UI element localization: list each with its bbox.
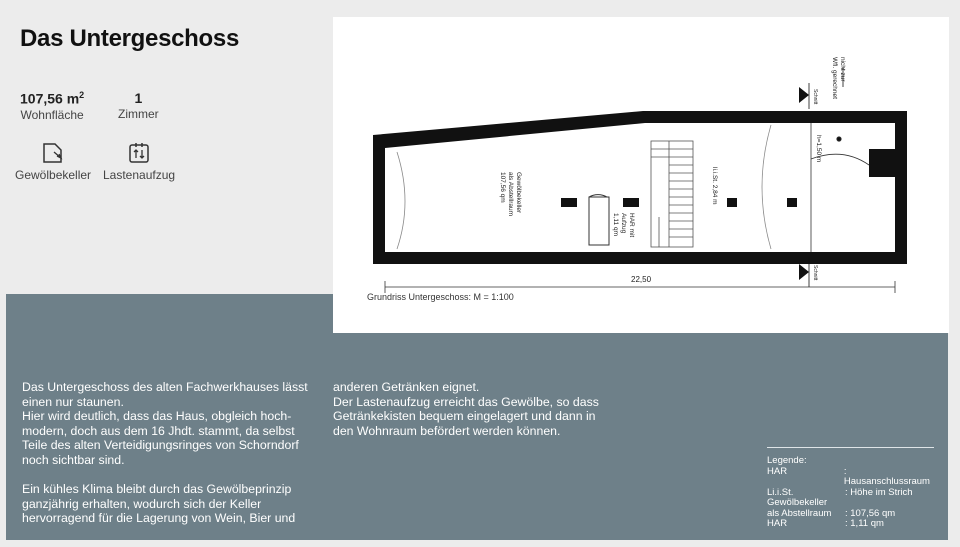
legend-title: Legende: [767,455,807,466]
legend-row: Gewölbekeller [767,497,828,508]
freight-elevator-icon [128,142,150,164]
svg-text:Wfl. gerechnet [831,57,838,99]
description-column-2 [333,380,609,453]
svg-text:nicht zur [839,57,846,82]
description-paragraph-3: anderen Getränken eignet. Der Lastenaufzug erreicht das Gewölbe, so dass Getränkekisten bequem eingelagert und dann in den Wohnraum befördert werden können. [333,380,599,438]
note-label-2: Wfl. gerechnet [831,57,838,99]
floor-plan [333,17,949,333]
vaulted-cellar-icon [41,142,65,164]
svg-text:HAR mit [628,213,635,237]
feature-freight-elevator [103,142,175,182]
legend [767,447,934,530]
h-label: h=1,50 m [815,135,822,163]
svg-text:als Abstellraum [507,172,514,216]
room-label-1: Gewölbekeller [515,172,522,214]
description-column-1 [22,380,318,541]
section-label-top: Schnitt [812,89,818,105]
legend-row: HAR : 1,11 qm [767,518,884,529]
svg-text:Gewölbekeller [515,172,522,214]
description-paragraph-2: Ein kühles Klima bleibt durch das Gewölbeprinzip ganzjährig erhalten, wodurch sich der Keller hervorragend für die Lagerung von Wein, Bier und [22,482,296,526]
stat-rooms [118,90,159,121]
floor-plan-drawing [333,17,949,333]
vaulted-cellar-label: Gewölbekeller [15,168,92,182]
section-label-bottom: Schnitt [812,265,818,281]
har-label-3: 1,11 qm [612,213,619,237]
legend-row: HAR : Hausanschlussraum [767,465,930,487]
note-label-1: nicht zur [839,57,846,82]
page-title: Das Untergeschoss [20,25,239,52]
har-label-1: HAR mit [628,213,635,238]
room-label-3: 107,56 qm [499,172,506,203]
stat-living-area [20,90,84,122]
description-paragraph-1: Das Untergeschoss des alten Fachwerkhauses lässt einen nur staunen. Hier wird deutlich, dass das Haus, obgleich hoch-modern, doch aus dem 16 Jhdt. stammt, da selbst Teile des alten Verteidigungsringes von Schorndorf noch sichtbar sind. [22,380,308,467]
plan-caption: Grundriss Untergeschoss: M = 1:100 [367,292,514,302]
freight-elevator-label: Lastenaufzug [103,168,176,182]
feature-vaulted-cellar [15,142,91,182]
legend-row: als Abstellraum : 107,56 qm [767,507,896,519]
room-label-2: als Abstellraum [507,172,514,217]
svg-text:Aufzug [620,213,627,234]
rooms-label: Zimmer [118,107,159,121]
legend-row: Li.i.St. : Höhe im Strich [767,486,913,498]
height-label: li.i.St. 2,84 m [711,167,718,205]
living-area-value: 107,56 m [20,90,80,107]
svg-text:1,11 qm [612,213,619,236]
living-area-label: Wohnfläche [20,107,84,122]
svg-text:107,56 qm [499,172,506,203]
rooms-value: 1 [134,90,143,106]
har-label-2: Aufzug [620,213,627,234]
dimension-label: 22,50 [631,275,652,284]
living-area-unit-sup: 2 [79,90,85,100]
